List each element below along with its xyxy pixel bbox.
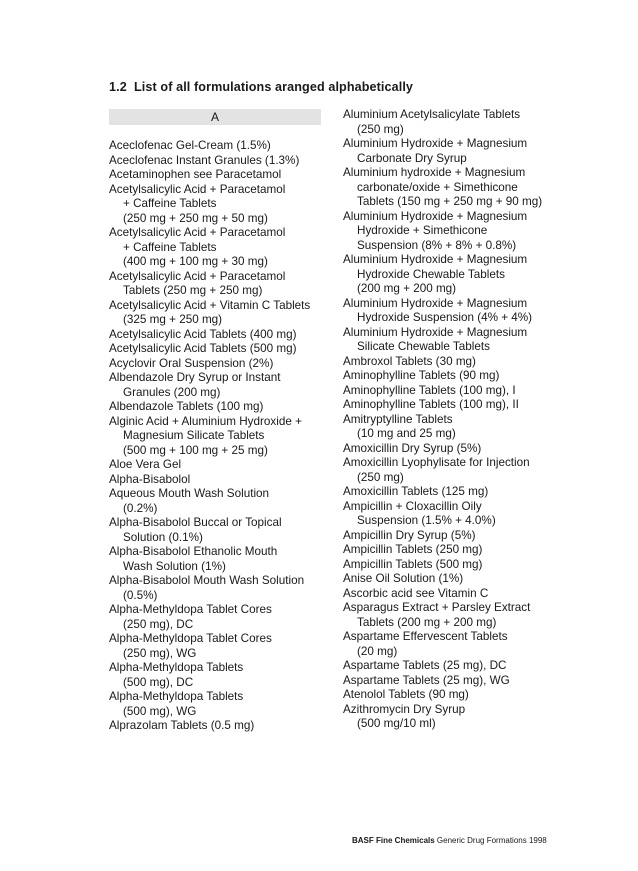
footer-brand: BASF Fine Chemicals (352, 836, 435, 845)
entry-continuation-line: (20 mg) (357, 644, 398, 658)
formulation-entry (109, 328, 324, 343)
entry-continuation-line: (500 mg), WG (123, 704, 197, 718)
entry-line: Ampicillin Tablets (250 mg) (343, 543, 483, 556)
entry-continuation-line: (250 mg) (357, 122, 404, 136)
formulation-entry (343, 210, 573, 254)
section-title: List of all formulations aranged alphabetically (134, 80, 414, 94)
entry-continuation-line: Hydroxide Suspension (4% + 4%) (357, 311, 533, 324)
entry-line: Aluminium Acetylsalicylate Tablets (343, 108, 521, 121)
entry-line: Aspartame Tablets (25 mg), DC (343, 659, 507, 672)
entry-line: Amoxicillin Lyophylisate for Injection (343, 456, 530, 469)
entry-continuation-line: carbonate/oxide + Simethicone (357, 180, 518, 194)
formulation-entry (109, 371, 324, 400)
entry-continuation-line: (325 mg + 250 mg) (123, 313, 223, 326)
formulation-entry (109, 168, 324, 183)
formulation-entry (109, 603, 324, 632)
entry-line: Acetaminophen see Paracetamol (109, 168, 282, 181)
formulation-entry (109, 690, 324, 719)
formulation-entry (343, 587, 573, 602)
entry-continuation-line: (0.5%) (123, 588, 158, 602)
entry-continuation-line: (500 mg), DC (123, 675, 194, 689)
entry-line: Alpha-Methyldopa Tablet Cores (109, 632, 272, 645)
entry-continuation-line: Hydroxide + Simethicone (357, 224, 488, 237)
entry-line: Ascorbic acid see Vitamin C (343, 586, 489, 600)
entry-continuation-line: Suspension (8% + 8% + 0.8%) (357, 238, 517, 252)
entry-continuation-line: (400 mg + 100 mg + 30 mg) (123, 255, 268, 268)
entry-line: Aluminium Hydroxide + Magnesium (343, 296, 528, 310)
entry-line: Aceclofenac Gel-Cream (1.5%) (109, 139, 271, 152)
letter-heading: A (109, 109, 321, 125)
entry-continuation-line: + Caffeine Tablets (123, 197, 217, 210)
entry-continuation-line: Tablets (200 mg + 200 mg) (357, 615, 497, 629)
entry-line: Aluminium Hydroxide + Magnesium (343, 253, 528, 266)
formulation-entry (343, 355, 573, 370)
formulation-entry (343, 529, 573, 544)
formulation-entry (343, 108, 573, 137)
entry-line: Aspartame Tablets (25 mg), WG (343, 673, 510, 687)
section-heading (109, 80, 413, 94)
entry-line: Aluminium Hydroxide + Magnesium (343, 209, 528, 223)
formulation-entry (343, 297, 573, 326)
formulation-entry (343, 384, 573, 399)
formulation-entry (343, 674, 573, 689)
formulation-entry (343, 601, 573, 630)
entry-line: Alpha-Bisabolol Ethanolic Mouth (109, 545, 278, 558)
entry-line: Alpha-Bisabolol (109, 472, 191, 486)
formulation-entry (343, 659, 573, 674)
entry-continuation-line: (0.2%) (123, 501, 158, 515)
formulation-entry (109, 270, 324, 299)
formulation-entry (343, 572, 573, 587)
formulation-entry (109, 154, 324, 169)
formulation-entry (109, 516, 324, 545)
formulation-entry (343, 558, 573, 573)
formulation-entry (109, 487, 324, 516)
section-number: 1.2 (109, 80, 127, 94)
entry-continuation-line: Solution (0.1%) (123, 530, 203, 544)
formulation-entry (109, 415, 324, 459)
entry-continuation-line: (250 mg), DC (123, 617, 194, 631)
formulation-entry (343, 253, 573, 297)
formulation-entry (343, 137, 573, 166)
entry-line: Alpha-Methyldopa Tablets (109, 661, 244, 674)
entry-continuation-line: Carbonate Dry Syrup (357, 151, 467, 165)
entry-line: Aqueous Mouth Wash Solution (109, 487, 270, 500)
entry-line: Amoxicillin Tablets (125 mg) (343, 485, 489, 498)
footer-text: Generic Drug Formations 1998 (436, 836, 547, 845)
formulation-entry (109, 545, 324, 574)
formulation-entry (109, 400, 324, 415)
entry-line: Asparagus Extract + Parsley Extract (343, 601, 531, 614)
entry-line: Aspartame Effervescent Tablets (343, 630, 508, 643)
formulation-entry (343, 703, 573, 732)
entry-line: Azithromycin Dry Syrup (343, 702, 466, 716)
formulation-entry (343, 485, 573, 500)
formulation-entry (343, 688, 573, 703)
entry-line: Atenolol Tablets (90 mg) (343, 688, 469, 701)
entry-continuation-line: Silicate Chewable Tablets (357, 340, 490, 353)
formulation-entry (343, 630, 573, 659)
formulation-entry (109, 139, 324, 154)
entry-line: Alprazolam Tablets (0.5 mg) (109, 719, 255, 732)
entry-line: Amitryptylline Tablets (343, 412, 453, 426)
formulation-entry (343, 326, 573, 355)
entry-line: Alginic Acid + Aluminium Hydroxide + (109, 414, 302, 428)
entry-line: Aceclofenac Instant Granules (1.3%) (109, 153, 300, 167)
entry-line: Acetylsalicylic Acid + Paracetamol (109, 182, 286, 196)
entry-line: Acetylsalicylic Acid + Paracetamol (109, 269, 286, 283)
left-entry-list (109, 139, 324, 734)
entry-continuation-line: (10 mg and 25 mg) (357, 427, 456, 440)
formulation-entry (109, 226, 324, 270)
formulation-entry (109, 661, 324, 690)
entry-line: Ambroxol Tablets (30 mg) (343, 354, 476, 368)
entry-line: Acyclovir Oral Suspension (2%) (109, 356, 274, 370)
formulation-entry (109, 719, 324, 734)
entry-line: Ampicillin Dry Syrup (5%) (343, 528, 476, 542)
entry-line: Aluminium hydroxide + Magnesium (343, 166, 526, 179)
entry-line: Acetylsalicylic Acid + Paracetamol (109, 226, 286, 239)
formulation-entry (109, 473, 324, 488)
entry-line: Aminophylline Tablets (90 mg) (343, 369, 500, 382)
entry-line: Alpha-Bisabolol Buccal or Topical (109, 516, 282, 529)
formulation-entry (109, 357, 324, 372)
entry-continuation-line: (500 mg/10 ml) (357, 717, 436, 730)
formulation-entry (343, 413, 573, 442)
formulation-entry (343, 166, 573, 210)
entry-line: Alpha-Methyldopa Tablet Cores (109, 603, 272, 616)
entry-line: Anise Oil Solution (1%) (343, 572, 464, 585)
formulation-entry (109, 183, 324, 227)
entry-line: Aminophylline Tablets (100 mg), II (343, 398, 519, 411)
entry-continuation-line: (500 mg + 100 mg + 25 mg) (123, 443, 268, 457)
entry-line: Acetylsalicylic Acid + Vitamin C Tablets (109, 298, 311, 312)
entry-line: Aminophylline Tablets (100 mg), I (343, 383, 516, 397)
entry-line: Aluminium Hydroxide + Magnesium (343, 137, 528, 150)
entry-line: Albendazole Tablets (100 mg) (109, 400, 264, 413)
entry-continuation-line: Tablets (150 mg + 250 mg + 90 mg) (357, 195, 543, 208)
entry-line: Aluminium Hydroxide + Magnesium (343, 325, 528, 339)
page-footer (352, 836, 547, 845)
formulation-entry (343, 442, 573, 457)
entry-continuation-line: Hydroxide Chewable Tablets (357, 267, 505, 281)
entry-continuation-line: Suspension (1.5% + 4.0%) (357, 514, 496, 527)
formulation-entry (343, 369, 573, 384)
entry-continuation-line: Magnesium Silicate Tablets (123, 429, 265, 442)
entry-line: Ampicillin Tablets (500 mg) (343, 557, 483, 571)
formulation-entry (109, 299, 324, 328)
entry-line: Aloe Vera Gel (109, 458, 182, 471)
left-column (109, 108, 324, 734)
entry-line: Ampicillin + Cloxacillin Oily (343, 499, 482, 513)
formulation-entry (343, 456, 573, 485)
entry-continuation-line: (250 mg), WG (123, 646, 197, 660)
formulation-entry (343, 398, 573, 413)
right-column (343, 108, 573, 732)
entry-line: Acetylsalicylic Acid Tablets (400 mg) (109, 327, 297, 341)
entry-continuation-line: (200 mg + 200 mg) (357, 282, 457, 295)
entry-continuation-line: Granules (200 mg) (123, 385, 221, 399)
formulation-entry (109, 458, 324, 473)
entry-continuation-line: (250 mg + 250 mg + 50 mg) (123, 211, 268, 225)
formulation-entry (109, 342, 324, 357)
right-entry-list (343, 108, 573, 732)
entry-line: Acetylsalicylic Acid Tablets (500 mg) (109, 342, 297, 355)
entry-line: Albendazole Dry Syrup or Instant (109, 371, 281, 384)
formulation-entry (343, 500, 573, 529)
entry-continuation-line: (250 mg) (357, 470, 404, 484)
formulation-entry (109, 632, 324, 661)
entry-continuation-line: + Caffeine Tablets (123, 240, 217, 254)
entry-continuation-line: Tablets (250 mg + 250 mg) (123, 284, 263, 297)
formulation-entry (343, 543, 573, 558)
entry-line: Alpha-Methyldopa Tablets (109, 690, 244, 703)
entry-line: Amoxicillin Dry Syrup (5%) (343, 441, 482, 455)
entry-continuation-line: Wash Solution (1%) (123, 559, 226, 573)
formulation-entry (109, 574, 324, 603)
entry-line: Alpha-Bisabolol Mouth Wash Solution (109, 574, 305, 587)
